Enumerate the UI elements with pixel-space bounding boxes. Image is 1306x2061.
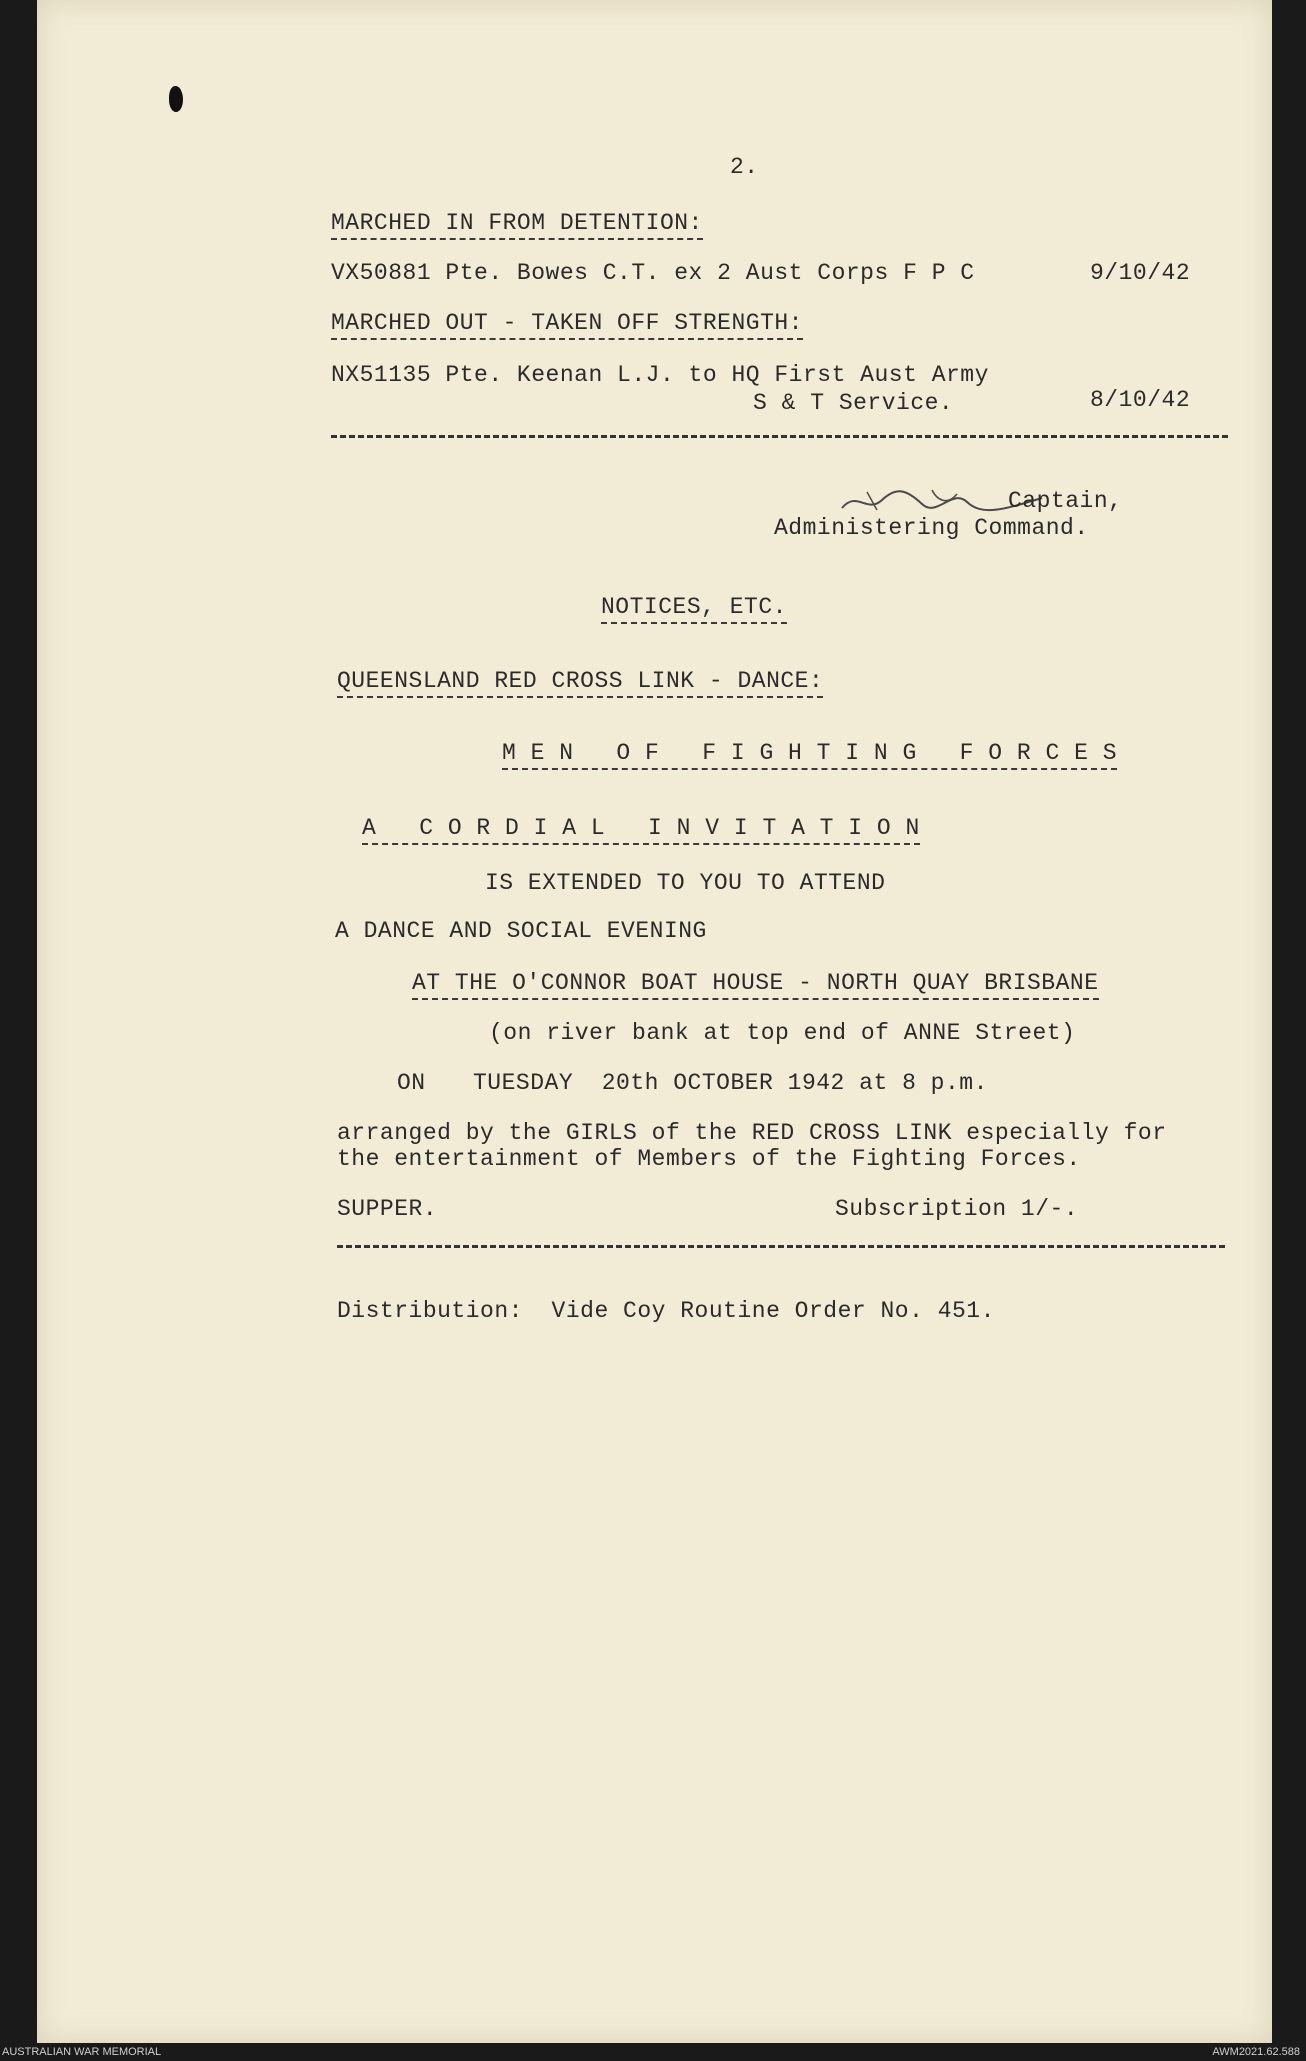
punch-hole <box>169 86 183 112</box>
notices-subheading: QUEENSLAND RED CROSS LINK - DANCE: <box>337 668 823 698</box>
marched-out-date: 8/10/42 <box>1090 387 1191 413</box>
marched-in-entry: VX50881 Pte. Bowes C.T. ex 2 Aust Corps F P C <box>331 260 975 286</box>
document-page <box>37 0 1272 2043</box>
supper-label: SUPPER. <box>337 1196 438 1222</box>
divider-bottom <box>337 1245 1225 1248</box>
distribution-line: Distribution: Vide Coy Routine Order No. 451. <box>337 1298 995 1324</box>
dance-line: A DANCE AND SOCIAL EVENING <box>335 918 707 944</box>
event-date-time: TUESDAY 20th OCTOBER 1942 at 8 p.m. <box>473 1070 988 1096</box>
marched-in-date: 9/10/42 <box>1090 260 1191 286</box>
men-of-fighting-forces: M E N O F F I G H T I N G F O R C E S <box>502 740 1117 770</box>
invitation-extended: IS EXTENDED TO YOU TO ATTEND <box>485 870 886 896</box>
location-note: (on river bank at top end of ANNE Street) <box>489 1020 1076 1046</box>
notices-heading: NOTICES, ETC. <box>601 594 787 624</box>
marched-out-heading: MARCHED OUT - TAKEN OFF STRENGTH: <box>331 310 803 340</box>
marched-out-entry-2: S & T Service. <box>753 390 954 416</box>
arranged-line-1: arranged by the GIRLS of the RED CROSS LINK especially for <box>337 1120 1167 1146</box>
venue-line: AT THE O'CONNOR BOAT HOUSE - NORTH QUAY BRISBANE <box>412 970 1099 1000</box>
on-label: ON <box>397 1070 426 1096</box>
subscription-label: Subscription 1/-. <box>835 1196 1079 1222</box>
page-number: 2. <box>730 154 759 180</box>
footer-credit: AUSTRALIAN WAR MEMORIAL <box>2 2046 162 2058</box>
marched-out-entry-1: NX51135 Pte. Keenan L.J. to HQ First Aust Army <box>331 362 989 388</box>
signature-rank: Captain, <box>1008 488 1123 514</box>
signature-role: Administering Command. <box>774 515 1089 541</box>
arranged-line-2: the entertainment of Members of the Fighting Forces. <box>337 1146 1081 1172</box>
divider-top <box>331 435 1228 438</box>
cordial-invitation: A C O R D I A L I N V I T A T I O N <box>362 815 920 845</box>
marched-in-heading: MARCHED IN FROM DETENTION: <box>331 210 703 240</box>
footer-accession-number: AWM2021.62.588 <box>1212 2046 1300 2058</box>
